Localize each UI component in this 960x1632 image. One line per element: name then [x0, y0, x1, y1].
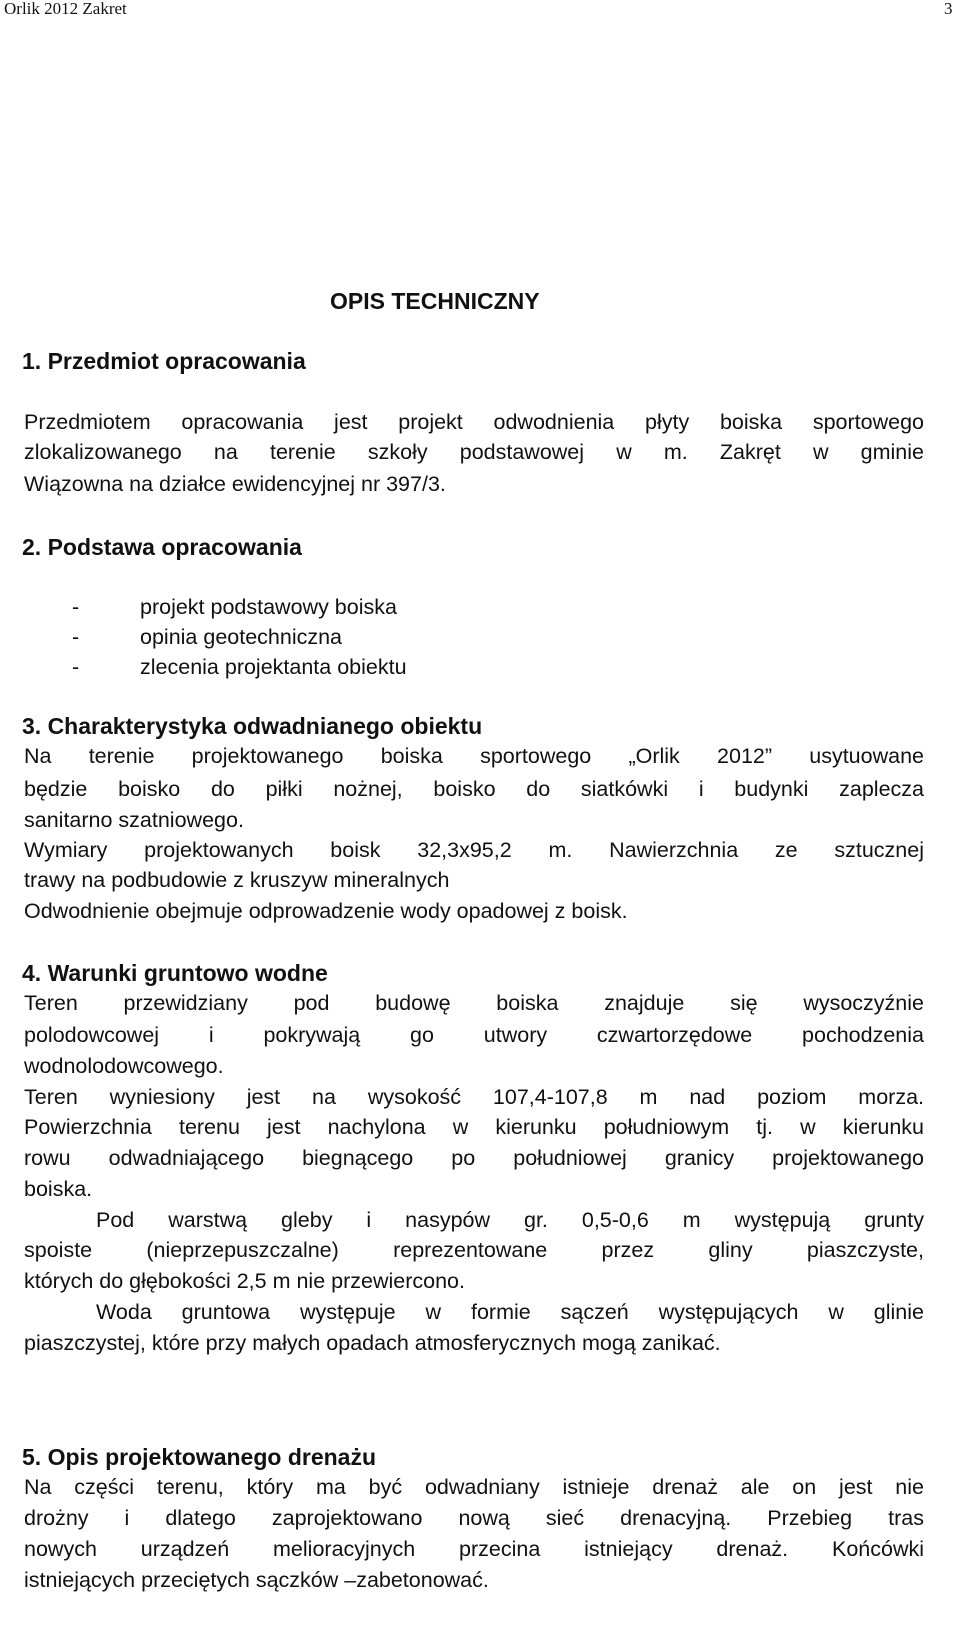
paragraph-line: spoiste (nieprzepuszczalne) reprezentowane przez gliny piaszczyste, [24, 1238, 924, 1262]
list-bullet: - [72, 655, 80, 679]
running-header: Orlik 2012 Zakret [4, 0, 127, 18]
paragraph-line: trawy na podbudowie z kruszyw mineralnych [24, 868, 450, 892]
list-item: projekt podstawowy boiska [140, 595, 397, 619]
paragraph-line: wodnolodowcowego. [24, 1054, 224, 1078]
paragraph-line: Wiązowna na działce ewidencyjnej nr 397/3. [24, 472, 446, 496]
list-bullet: - [72, 625, 80, 649]
paragraph-line: zlokalizowanego na terenie szkoły podstawowej w m. Zakręt w gminie [24, 440, 924, 464]
paragraph-line: Powierzchnia terenu jest nachylona w kierunku południowym tj. w kierunku [24, 1115, 924, 1139]
paragraph-line: drożny i dlatego zaprojektowano nową sieć drenacyjną. Przebieg tras [24, 1506, 924, 1530]
paragraph-line: będzie boisko do piłki nożnej, boisko do siatkówki i budynki zaplecza [24, 777, 924, 801]
paragraph-line: polodowcowej i pokrywają go utwory czwartorzędowe pochodzenia [24, 1023, 924, 1047]
paragraph-line: Wymiary projektowanych boisk 32,3x95,2 m. Nawierzchnia ze sztucznej [24, 838, 924, 862]
section-1-heading: 1. Przedmiot opracowania [22, 348, 306, 374]
list-item: opinia geotechniczna [140, 625, 343, 649]
section-4-heading: 4. Warunki gruntowo wodne [22, 960, 328, 986]
paragraph-line: boiska. [24, 1177, 93, 1201]
page-number: 3 [944, 0, 953, 18]
section-3-heading: 3. Charakterystyka odwadnianego obiektu [22, 713, 483, 739]
paragraph-line: Odwodnienie obejmuje odprowadzenie wody opadowej z boisk. [24, 899, 628, 923]
paragraph-line: sanitarno szatniowego. [24, 808, 244, 832]
paragraph-line: których do głębokości 2,5 m nie przewiercono. [24, 1269, 465, 1293]
paragraph-line: Teren wyniesiony jest na wysokość 107,4-107,8 m nad poziom morza. [24, 1085, 924, 1109]
section-2-heading: 2. Podstawa opracowania [22, 534, 302, 560]
paragraph-line: Przedmiotem opracowania jest projekt odwodnienia płyty boiska sportowego [24, 410, 924, 434]
paragraph-line: istniejących przeciętych sączków –zabetonować. [24, 1568, 489, 1592]
paragraph-line: Teren przewidziany pod budowę boiska znajduje się wysoczyźnie [24, 991, 924, 1015]
document-title: OPIS TECHNICZNY [330, 288, 540, 314]
section-5-heading: 5. Opis projektowanego drenażu [22, 1444, 377, 1470]
paragraph-line: Woda gruntowa występuje w formie sączeń występujących w glinie [96, 1300, 924, 1324]
paragraph-line: nowych urządzeń melioracyjnych przecina istniejący drenaż. Końcówki [24, 1537, 924, 1561]
paragraph-line: Na terenie projektowanego boiska sportowego „Orlik 2012” usytuowane [24, 744, 924, 768]
list-bullet: - [72, 595, 80, 619]
paragraph-line: rowu odwadniającego biegnącego po południowej granicy projektowanego [24, 1146, 924, 1170]
list-item: zlecenia projektanta obiektu [140, 655, 407, 679]
paragraph-line: piaszczystej, które przy małych opadach atmosferycznych mogą zanikać. [24, 1331, 721, 1355]
paragraph-line: Na części terenu, który ma być odwadniany istnieje drenaż ale on jest nie [24, 1475, 924, 1499]
paragraph-line: Pod warstwą gleby i nasypów gr. 0,5-0,6 m występują grunty [96, 1208, 924, 1232]
